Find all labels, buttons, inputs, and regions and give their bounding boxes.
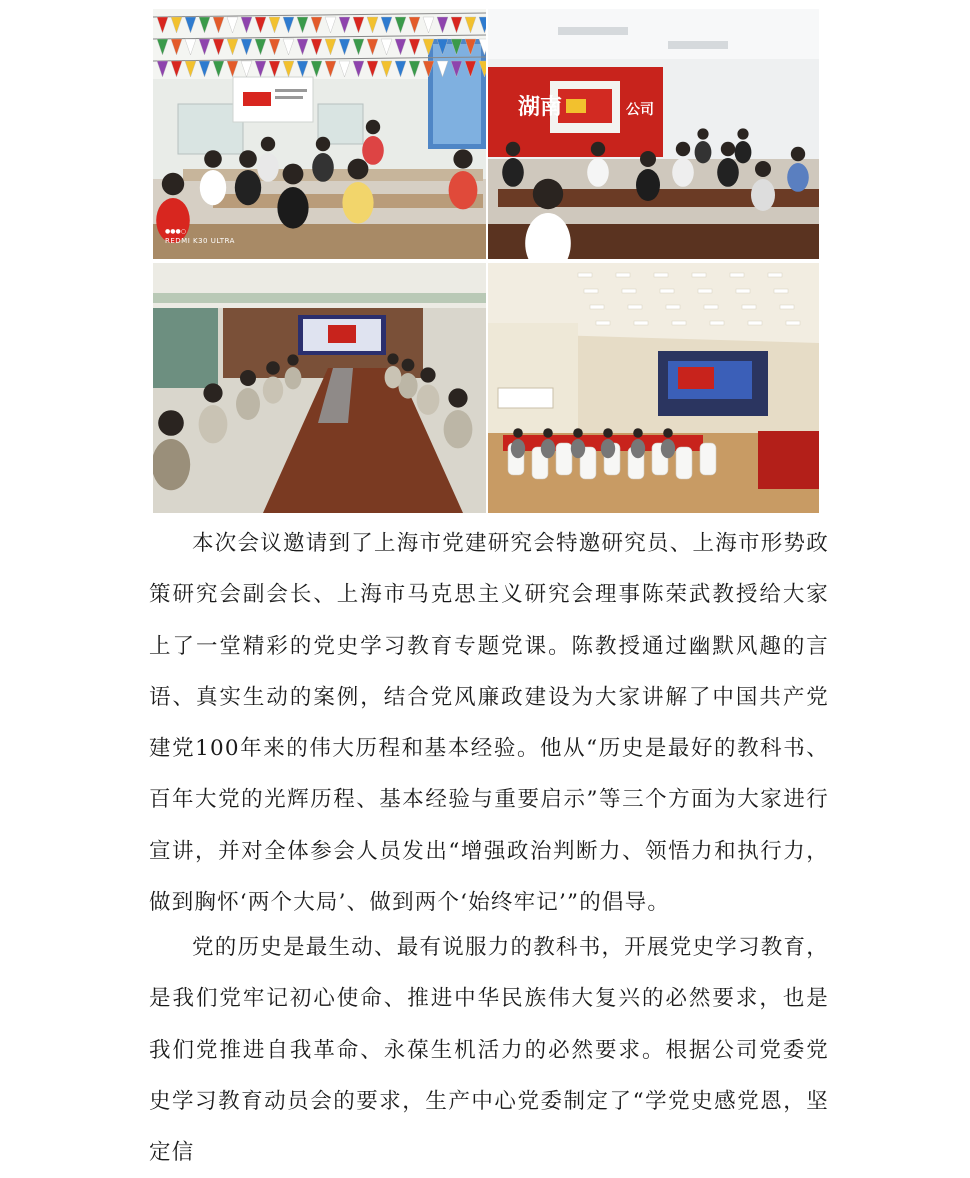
ceiling-light [704, 305, 718, 309]
ceiling-light [596, 321, 610, 325]
photo-auditorium [488, 263, 819, 513]
chair [676, 447, 692, 479]
ceiling-light [634, 321, 648, 325]
ceiling-light [780, 305, 794, 309]
ceiling-light [672, 321, 686, 325]
camera-dots: ●●●○ [165, 228, 186, 235]
camera-watermark: REDMI K30 ULTRA [165, 237, 235, 245]
ceiling-light [736, 289, 750, 293]
ceiling-light [654, 273, 668, 277]
chair [700, 443, 716, 475]
ceiling-light [616, 273, 630, 277]
ceiling-light [768, 273, 782, 277]
ceiling-light [692, 273, 706, 277]
body-paragraph-2: 党的历史是最生动、最有说服力的教科书，开展党史学习教育，是我们党牢记初心使命、推进中华民族伟大复兴的必然要求，也是我们党推进自我革命、永葆生机活力的必然要求。根据公司党委党史学习教育动员会的要求，生产中心党委制定了“学党史感党恩，坚定信 [149, 935, 829, 1166]
chair [556, 443, 572, 475]
ceiling-light [584, 289, 598, 293]
ceiling-light [786, 321, 800, 325]
ceiling-light [748, 321, 762, 325]
body-paragraph-1: 本次会议邀请到了上海市党建研究会特邀研究员、上海市形势政策研究会副会长、上海市马克思主义研究会理事陈荣武教授给大家上了一堂精彩的党史学习教育专题党课。陈教授通过幽默风趣的言语、真实生动的案例，结合党风廉政建设为大家讲解了中国共产党建党100年来的伟大历程和基本经验。他从“历史是最好的教科书、百年大党的光辉历程、基本经验与重要启示”等三个方面为大家进行宣讲，并对全体参会人员发出“增强政治判断力、领悟力和执行力，做到胸怀‘两个大局’、做到两个‘始终牢记’”的倡导。 [149, 531, 829, 916]
photo-classroom-lecture [153, 9, 486, 259]
photo-conference-table [153, 263, 486, 513]
ceiling-light [622, 289, 636, 293]
ceiling-light [742, 305, 756, 309]
photo-meeting-hall [488, 9, 819, 259]
ceiling-light [710, 321, 724, 325]
ceiling-light [578, 273, 592, 277]
banner-text: 湖南 [518, 95, 563, 120]
ceiling-light [666, 305, 680, 309]
ceiling-light [628, 305, 642, 309]
ceiling-light [590, 305, 604, 309]
banner-text-right: 公司 [626, 102, 654, 118]
ceiling-light [660, 289, 674, 293]
ceiling-light [730, 273, 744, 277]
ceiling-light [774, 289, 788, 293]
ceiling-light [698, 289, 712, 293]
